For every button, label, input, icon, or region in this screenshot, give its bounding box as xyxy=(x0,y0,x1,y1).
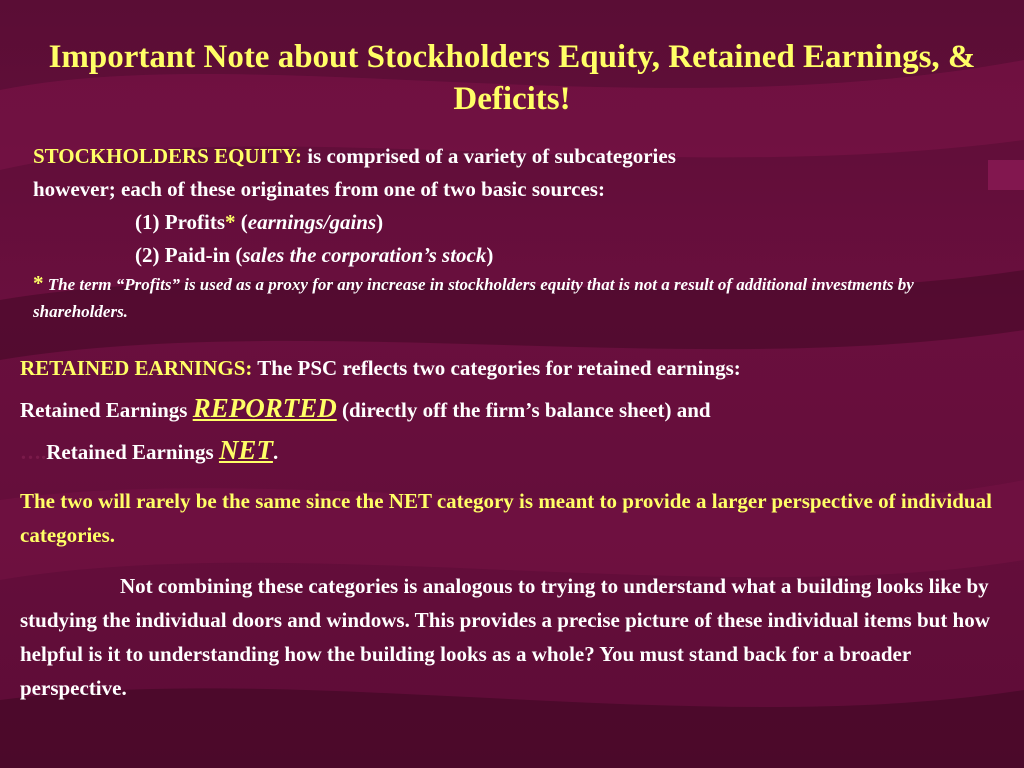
page-title: Important Note about Stockholders Equity, Retained Earnings, & Deficits! xyxy=(48,39,976,117)
stockholders-equity-section xyxy=(33,140,993,325)
retained-text-1: The PSC reflects two categories for retained earnings: xyxy=(252,356,741,380)
retained-label: RETAINED EARNINGS: xyxy=(20,356,253,380)
equity-line-2: however; each of these originates from one of two basic sources: xyxy=(33,177,605,201)
reported-emphasis: REPORTED xyxy=(192,393,337,423)
analogy-text: Not combining these categories is analogous to trying to understand what a building looks like by studying the individual doors and windows. This provides a precise picture of these individual items but how helpful is it to understanding how the building looks as a whole? You must stand back for a broader perspective. xyxy=(20,574,990,700)
retained-net-suffix: . xyxy=(272,440,279,464)
retained-line-1 xyxy=(20,348,1010,388)
equity-label: STOCKHOLDERS EQUITY: xyxy=(33,144,303,168)
analogy-paragraph xyxy=(20,569,1000,705)
paid-in-close: ) xyxy=(486,243,494,267)
profits-italic: earnings/gains xyxy=(247,210,377,234)
profits-footnote xyxy=(33,270,993,325)
profits-open: ( xyxy=(235,210,248,234)
source-item-profits xyxy=(33,206,993,239)
equity-line-1 xyxy=(33,140,993,173)
comparison-paragraph: The two will rarely be the same since the NET category is meant to provide a larger perspective of individual categories. xyxy=(20,489,992,547)
paid-in-label: (2) Paid-in ( xyxy=(135,243,243,267)
retained-net-prefix: Retained Earnings xyxy=(46,440,219,464)
source-item-paid-in xyxy=(33,239,993,272)
retained-reported-suffix: (directly off the firm’s balance sheet) and xyxy=(336,398,711,422)
retained-earnings-section xyxy=(20,348,1010,472)
indent-dots: …. xyxy=(20,440,47,464)
profits-close: ) xyxy=(376,210,384,234)
footnote-star: * xyxy=(33,271,44,295)
footnote-text: The term “Profits” is used as a proxy for any increase in stockholders equity that is not a result of additional investments by shareholders. xyxy=(33,275,914,321)
equity-text-1: is comprised of a variety of subcategories xyxy=(302,144,676,168)
profits-star: * xyxy=(225,210,236,234)
retained-line-2 xyxy=(20,388,1010,430)
net-emphasis: NET xyxy=(218,435,273,465)
profits-label: (1) Profits xyxy=(135,210,225,234)
paid-in-italic: sales the corporation’s stock xyxy=(242,243,487,267)
retained-reported-prefix: Retained Earnings xyxy=(20,398,193,422)
retained-line-3 xyxy=(20,430,1010,472)
